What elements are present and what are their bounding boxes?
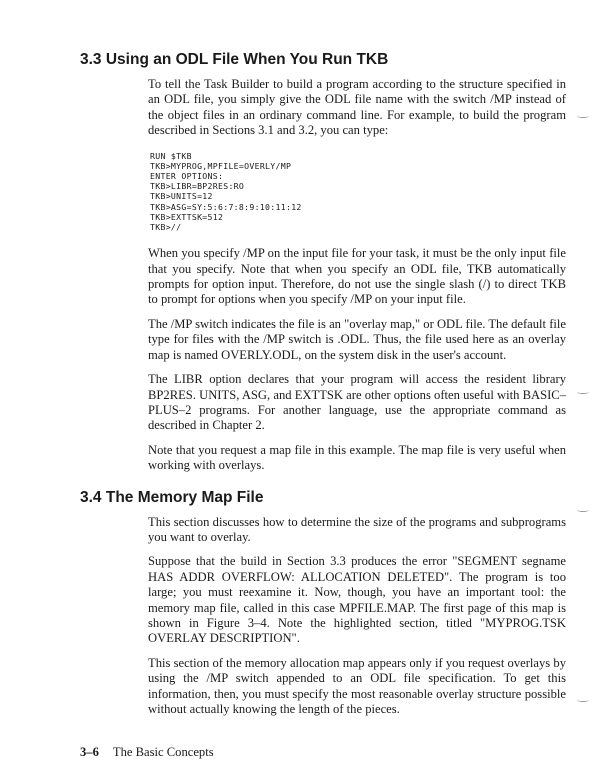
code-line: TKB>UNITS=12 — [150, 191, 213, 202]
margin-mark — [577, 114, 589, 118]
section-heading-3-3: 3.3 Using an ODL File When You Run TKB — [80, 51, 389, 68]
paragraph: To tell the Task Builder to build a program according to the structure specified in an ODL file, you simply give the ODL file name with the switch /MP instead of the object files in an ordinary command line. For example, to build the program described in Sections 3.1 and 3.2, you can type: — [148, 77, 566, 138]
page-number: 3–6 — [80, 745, 99, 760]
code-line: ENTER OPTIONS: — [150, 171, 224, 182]
margin-mark — [577, 698, 589, 702]
code-line: TKB>MYPROG,MPFILE=OVERLY/MP — [150, 160, 292, 171]
paragraph: When you specify /MP on the input file for your task, it must be the only input file that you specify. Note that when you specify an ODL file, TKB automatically prompts for option input. Therefore, do not use the single slash (/) to direct TKB to prompt for options when you specify /MP on your input file. — [148, 246, 566, 307]
paragraph: Suppose that the build in Section 3.3 produces the error "SEGMENT segname HAS ADDR OVERFLOW: ALLOCATION DELETED". The program is too large; you must reexamine it. Now, though, you have an important tool: the memory map file, called in this case MPFILE.MAP. The first page of this map is shown in Figure 3–4. Note the highlighted section, titled "MYPROG.TSK OVERLAY DESCRIPTION". — [148, 554, 566, 646]
footer-title: The Basic Concepts — [112, 745, 214, 760]
code-line: RUN $TKB — [150, 150, 192, 161]
code-line: TKB>ASG=SY:5:6:7:8:9:10:11:12 — [150, 201, 302, 212]
paragraph: This section of the memory allocation map appears only if you request overlays by using the /MP switch appended to an ODL file specification. To get this information, then, you must specify the most reasonable overlay structure possible without actually knowing the length of the pieces. — [148, 655, 566, 716]
paragraph: The LIBR option declares that your program will access the resident library BP2RES. UNITS, ASG, and EXTTSK are other options often useful with BASIC–PLUS–2 programs. For another language, use the appropriate command as described in Chapter 2. — [148, 372, 566, 433]
code-line: TKB>LIBR=BP2RES:RO — [150, 181, 245, 192]
code-line: TKB>EXTTSK=512 — [150, 211, 224, 222]
margin-mark — [577, 390, 589, 394]
section-heading-3-4: 3.4 The Memory Map File — [80, 488, 264, 506]
code-block — [150, 151, 604, 233]
page-footer — [80, 745, 604, 760]
paragraph: Note that you request a map file in this example. The map file is very useful when working with overlays. — [148, 442, 566, 473]
margin-mark — [577, 508, 589, 512]
paragraph: The /MP switch indicates the file is an "overlay map," or ODL file. The default file type for files with the /MP switch is .ODL. Thus, the file used here as an overlay map is named OVERLY.ODL, on the system disk in the user's account. — [148, 316, 566, 362]
code-line: TKB>// — [150, 222, 182, 233]
paragraph: This section discusses how to determine the size of the programs and subprograms you want to overlay. — [148, 514, 566, 544]
